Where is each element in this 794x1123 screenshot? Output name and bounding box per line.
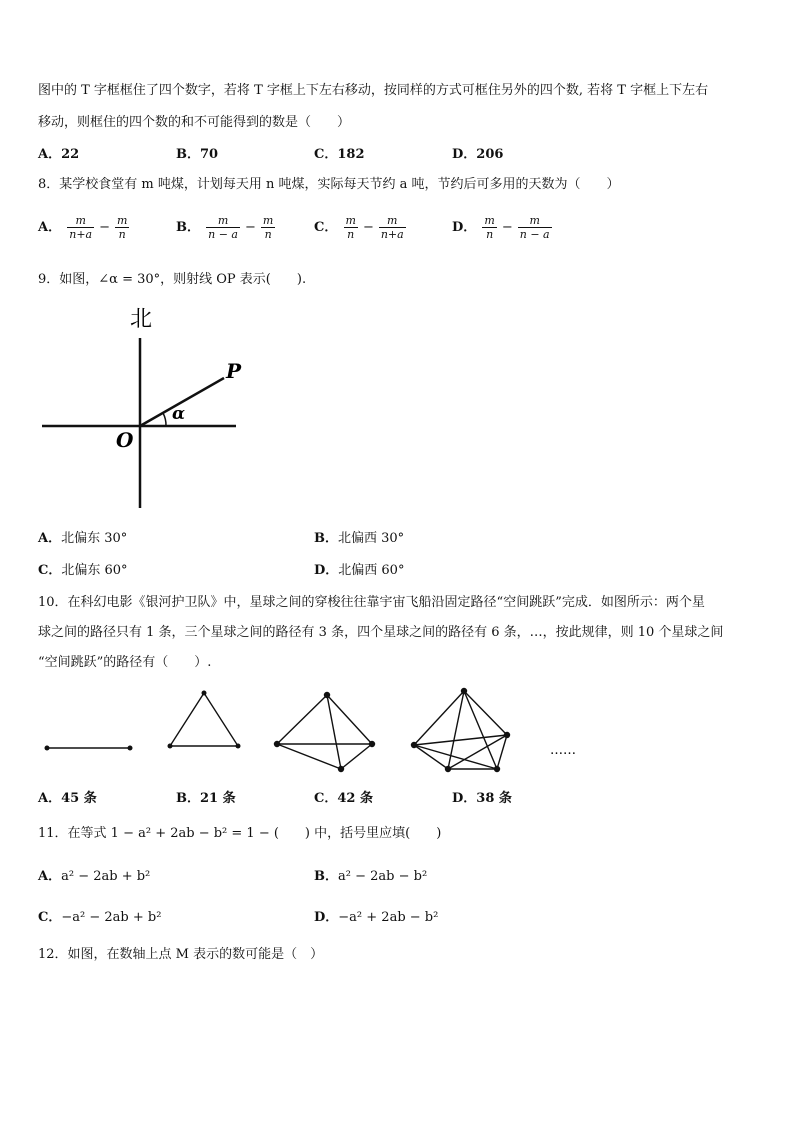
- denominator: n − a: [519, 228, 550, 241]
- option-label: C．: [38, 910, 62, 925]
- q8-question-text: 8．某学校食堂有 m 吨煤，计划每天用 n 吨煤，实际每天节约 a 吨，节约后可多用的天数为（ ）: [38, 177, 620, 192]
- option-value: 北偏西 30°: [338, 531, 405, 546]
- q10-graph-figures: [0, 680, 794, 780]
- option-label: A．: [38, 147, 62, 162]
- option-label: D．: [452, 220, 477, 235]
- numerator: m: [117, 214, 128, 227]
- option-value: a² − 2ab − b²: [338, 869, 428, 884]
- q12-question-text: 12．如图，在数轴上点 M 表示的数可能是（ ）: [38, 947, 324, 962]
- q7-option-c[interactable]: [314, 146, 365, 164]
- fraction: [206, 214, 240, 241]
- fraction: [518, 214, 552, 241]
- minus-sign: −: [362, 219, 374, 235]
- q11-option-b[interactable]: [314, 868, 427, 886]
- denominator: n: [264, 228, 272, 241]
- two-stars-graph: [45, 746, 133, 751]
- q7-text-line2: 移动，则框住的四个数的和不可能得到的数是（ ）: [38, 115, 351, 130]
- q8-option-d[interactable]: [452, 214, 554, 241]
- option-label: D．: [452, 147, 477, 162]
- numerator: m: [518, 214, 552, 228]
- numerator: m: [206, 214, 240, 228]
- q7-option-b[interactable]: [176, 146, 218, 164]
- q8-option-c[interactable]: [314, 214, 408, 241]
- option-value: 45 条: [61, 791, 97, 806]
- option-label: C．: [314, 147, 338, 162]
- option-value: 38 条: [476, 791, 512, 806]
- q11-option-c[interactable]: [38, 909, 161, 927]
- option-label: B．: [314, 869, 338, 884]
- four-stars-graph: [275, 693, 375, 772]
- numerator: m: [379, 214, 406, 228]
- option-label: D．: [452, 791, 477, 806]
- option-value: 70: [200, 147, 219, 162]
- denominator: n − a: [208, 228, 238, 241]
- q11-question-text: 11．在等式 1 − a² + 2ab − b² = 1 − ( ) 中，括号里应填( ): [38, 826, 442, 841]
- minus-sign: −: [99, 219, 110, 235]
- option-label: A．: [38, 531, 62, 546]
- q10-text-line1: 10．在科幻电影《银河护卫队》中，星球之间的穿梭往往靠宇宙飞船沿固定路径“空间跳跃”完成．如图所示：两个星: [38, 595, 705, 610]
- numerator: m: [67, 214, 94, 228]
- q11-option-d[interactable]: [314, 909, 438, 927]
- q7-option-d[interactable]: [452, 146, 503, 164]
- five-stars-graph: [412, 689, 510, 772]
- q7-option-a[interactable]: [38, 146, 79, 164]
- numerator: m: [262, 214, 274, 227]
- option-value: −a² − 2ab + b²: [61, 910, 162, 925]
- option-label: A．: [38, 220, 62, 235]
- q7-text-line1: 图中的 T 字框框住了四个数字，若将 T 字框上下左右移动，按同样的方式可框住另外的四个数, 若将 T 字框上下左右: [38, 83, 709, 98]
- fraction: [379, 214, 406, 241]
- q8-option-a[interactable]: [38, 214, 131, 241]
- minus-sign: −: [501, 219, 513, 235]
- option-value: 北偏东 30°: [61, 531, 128, 546]
- q9-question-text: 9．如图，∠α = 30°，则射线 OP 表示( ).: [38, 272, 307, 287]
- fraction: [67, 214, 94, 241]
- option-label: A．: [38, 791, 62, 806]
- minus-sign: −: [245, 219, 256, 235]
- fraction: [261, 214, 275, 241]
- option-value: 22: [61, 147, 80, 162]
- option-label: D．: [314, 910, 339, 925]
- option-label: C．: [314, 220, 338, 235]
- option-label: B．: [314, 531, 338, 546]
- option-label: C．: [38, 563, 62, 578]
- q10-option-a[interactable]: [38, 790, 97, 808]
- option-label: D．: [314, 563, 339, 578]
- alpha-label: α: [172, 404, 186, 424]
- q10-text-line2: 球之间的路径只有 1 条，三个星球之间的路径有 3 条，四个星球之间的路径有 6 条，…，按此规律，则 10 个星球之间: [38, 625, 724, 640]
- q11-option-a[interactable]: [38, 868, 150, 886]
- q10-option-d[interactable]: [452, 790, 512, 808]
- denominator: n: [347, 228, 355, 241]
- q9-option-a[interactable]: [38, 530, 127, 548]
- point-o-label: O: [116, 428, 134, 452]
- q10-text-line3: “空间跳跃”的路径有（ ）.: [38, 655, 212, 670]
- option-label: A．: [38, 869, 62, 884]
- option-value: 206: [476, 147, 504, 162]
- q9-option-b[interactable]: [314, 530, 404, 548]
- option-label: C．: [314, 791, 338, 806]
- option-value: 北偏西 60°: [338, 563, 405, 578]
- q9-direction-figure: [36, 296, 256, 516]
- three-stars-graph: [168, 691, 241, 749]
- angle-arc: [163, 413, 166, 426]
- option-label: B．: [176, 220, 200, 235]
- q9-option-c[interactable]: [38, 562, 128, 580]
- denominator: n: [118, 228, 126, 241]
- option-value: −a² + 2ab − b²: [338, 910, 439, 925]
- north-label: 北: [130, 307, 153, 332]
- ellipsis: ……: [550, 743, 576, 758]
- fraction: [115, 214, 129, 241]
- option-value: 21 条: [200, 791, 236, 806]
- option-value: 182: [337, 147, 365, 162]
- option-value: 42 条: [337, 791, 373, 806]
- q10-option-b[interactable]: [176, 790, 236, 808]
- option-value: 北偏东 60°: [61, 563, 128, 578]
- fraction: [482, 214, 496, 241]
- q10-option-c[interactable]: [314, 790, 373, 808]
- numerator: m: [345, 214, 356, 227]
- denominator: n: [486, 228, 494, 241]
- option-label: B．: [176, 147, 200, 162]
- fraction: [344, 214, 358, 241]
- point-p-label: P: [226, 359, 242, 383]
- option-value: a² − 2ab + b²: [61, 869, 151, 884]
- option-label: B．: [176, 791, 200, 806]
- q9-option-d[interactable]: [314, 562, 404, 580]
- denominator: n+a: [380, 228, 404, 241]
- q8-option-b[interactable]: [176, 214, 277, 241]
- numerator: m: [484, 214, 495, 227]
- denominator: n+a: [69, 228, 93, 241]
